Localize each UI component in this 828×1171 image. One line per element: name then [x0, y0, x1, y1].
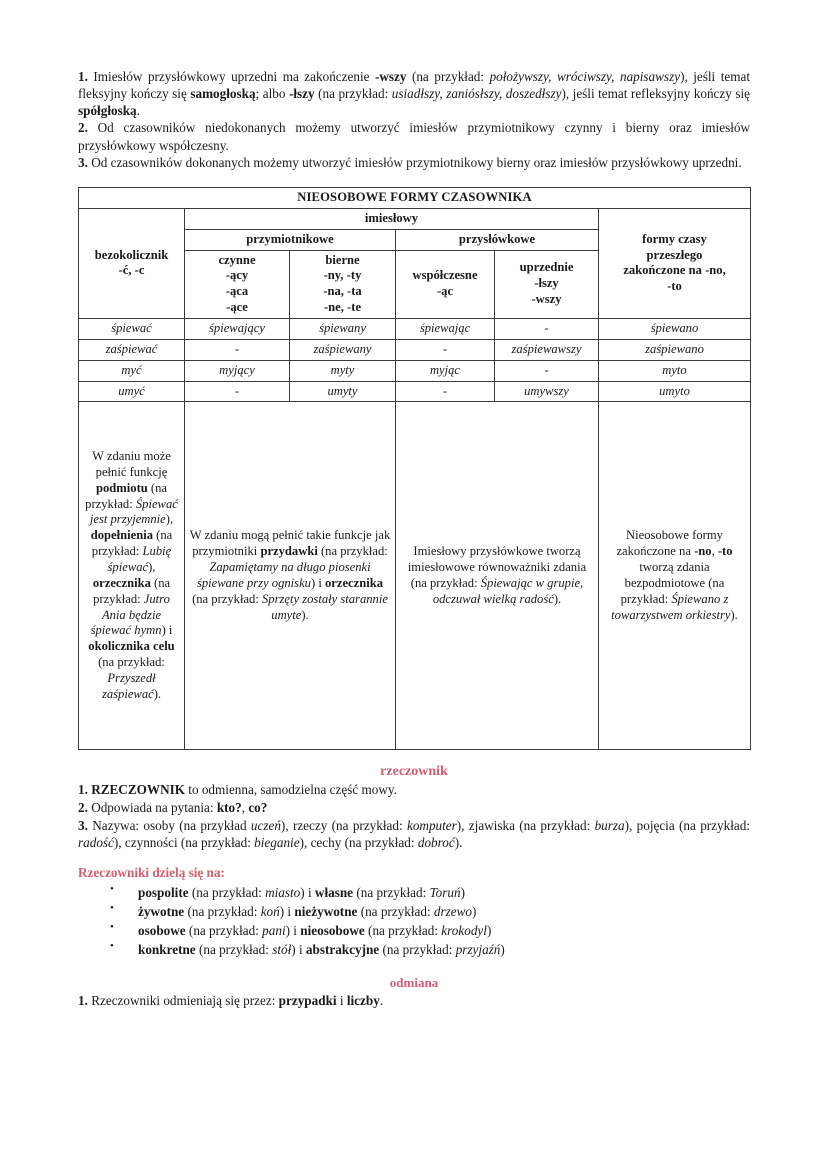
rzeczownik-item-1: [78, 781, 750, 799]
list-item-text: osobowe (na przykład: pani) i nieosobowe (na przykład: krokodyl): [138, 923, 492, 939]
odmiana-heading: odmiana: [389, 975, 439, 991]
ending: -ne, -te: [323, 300, 362, 315]
intro-number: 2.: [78, 120, 88, 136]
ending: -na, -ta: [323, 284, 362, 299]
table-row: [79, 318, 751, 339]
item-number: 2.: [78, 800, 88, 816]
ending: -ąc: [436, 284, 454, 299]
desc-przymiotnikowe: W zdaniu mogą pełnić takie funkcje jak przymiotniki przydawki (na przykład: Zapamiętamy na długo piosenki śpiewane przy ognisku) i orzecznika (na przykład: Sprzęty zostały starannie umyte).: [185, 402, 396, 750]
cell-value: myty: [290, 360, 396, 381]
desc-przyslowkowe: Imiesłowy przysłówkowe tworzą imiesłowowe równoważniki zdania (na przykład: Śpiewając w grupie, odczuwał wielką radość).: [396, 402, 599, 750]
cell-value: myć: [79, 360, 185, 381]
list-item: [78, 902, 750, 921]
bullet-icon: •: [110, 883, 114, 896]
item-runs: RZECZOWNIK to odmienna, samodzielna część mowy.: [91, 782, 397, 798]
header-uprzednie: [495, 250, 599, 318]
bullet-icon: •: [110, 902, 114, 915]
intro-runs: Od czasowników dokonanych możemy utworzyć imiesłów przymiotnikowy bierny oraz imiesłów przysłówkowy uprzedni.: [87, 154, 742, 170]
cell-value: umyty: [290, 381, 396, 402]
ending: -ny, -ty: [323, 268, 362, 283]
intro-number: 3.: [78, 154, 88, 170]
header-czynne-label: czynne: [218, 252, 256, 267]
cell-value: myjąc: [396, 360, 495, 381]
ending: -łszy: [534, 276, 559, 291]
nieosobowe-formy-table: [78, 187, 751, 750]
odmiana-paragraphs: [78, 992, 750, 1010]
header-wspolczesne-label: współczesne: [412, 268, 478, 283]
header-formy-line3: zakończone na -no,: [623, 263, 726, 278]
cell-value: umywszy: [495, 381, 599, 402]
intro-paragraphs: [78, 68, 750, 171]
desc-formy-no-to: Nieosobowe formy zakończone na -no, -to tworzą zdania bezpodmiotowe (na przykład: Śpiewano z towarzystwem orkiestry).: [599, 402, 751, 750]
cell-value: myto: [599, 360, 751, 381]
table-title: NIEOSOBOWE FORMY CZASOWNIKA: [79, 187, 751, 208]
header-bierne: [290, 250, 396, 318]
table-header-row-1: [79, 208, 751, 229]
header-bierne-label: bierne: [325, 252, 360, 267]
item-number: 1.: [78, 782, 88, 798]
desc-bezokolicznik: W zdaniu może pełnić funkcję podmiotu (na przykład: Śpiewać jest przyjemnie), dopełnienia (na przykład: Lubię śpiewać), orzecznika (na przykład: Jutro Ania będzie śpiewać hymn) i okolicznika celu (na przykład: Przyszedł zaśpiewać).: [79, 402, 185, 750]
rzeczownik-paragraphs: [78, 781, 750, 852]
intro-item-2: [78, 119, 750, 153]
item-number: 1.: [78, 993, 88, 1009]
rzeczowniki-dziela-sie-heading: Rzeczowniki dzielą się na:: [78, 865, 225, 881]
document-page: [78, 68, 750, 1010]
item-runs: Nazywa: osoby (na przykład uczeń), rzeczy (na przykład: komputer), zjawiska (na przykład: burza), pojęcia (na przykład: radość), czynności (na przykład: bieganie), cechy (na przykład: dobroć).: [78, 817, 750, 851]
rzeczownik-heading: rzeczownik: [380, 764, 448, 780]
ending: -ący: [225, 268, 249, 283]
cell-value: śpiewać: [79, 318, 185, 339]
header-przymiotnikowe: przymiotnikowe: [185, 229, 396, 250]
header-formy-line2: przeszłego: [646, 247, 703, 262]
header-bezokolicznik-endings: -ć, -c: [118, 263, 145, 278]
header-bezokolicznik-label: bezokolicznik: [94, 247, 169, 262]
table-title-row: [79, 187, 751, 208]
header-przyslowkowe: przysłówkowe: [396, 229, 599, 250]
cell-value: myjący: [185, 360, 290, 381]
header-imieslowy: imiesłowy: [185, 208, 599, 229]
ending: -wszy: [531, 292, 562, 307]
ending: -ące: [226, 300, 248, 315]
list-item-text: konkretne (na przykład: stół) i abstrakcyjne (na przykład: przyjaźń): [138, 942, 505, 958]
header-formy-line1: formy czasy: [642, 231, 707, 246]
cell-value: zaśpiewany: [290, 339, 396, 360]
cell-value: zaśpiewawszy: [495, 339, 599, 360]
cell-value: zaśpiewać: [79, 339, 185, 360]
cell-value: śpiewano: [599, 318, 751, 339]
cell-value: -: [396, 381, 495, 402]
header-czynne: [185, 250, 290, 318]
cell-value: -: [185, 339, 290, 360]
intro-runs: Imiesłów przysłówkowy uprzedni ma zakończenie -wszy (na przykład: położywszy, wróciwszy, napisawszy), jeśli temat fleksyjny kończy się samogłoską; albo -łszy (na przykład: usiadłszy, zaniósłszy, doszedłszy), jeśli temat refleksyjny kończy się spółgłoską.: [78, 69, 751, 119]
intro-number: 1.: [78, 69, 88, 84]
list-item: [78, 921, 750, 940]
table-row: [79, 339, 751, 360]
header-bezokolicznik: [79, 208, 185, 318]
ending: -ąca: [225, 284, 249, 299]
cell-value: śpiewany: [290, 318, 396, 339]
intro-item-3: [78, 154, 750, 171]
bullet-icon: •: [110, 940, 114, 953]
list-item: [78, 883, 750, 902]
table-row: [79, 381, 751, 402]
cell-value: -: [396, 339, 495, 360]
cell-value: -: [185, 381, 290, 402]
cell-value: umyć: [79, 381, 185, 402]
cell-value: śpiewający: [185, 318, 290, 339]
bullet-icon: •: [110, 921, 114, 934]
item-number: 3.: [78, 817, 88, 833]
cell-value: -: [495, 318, 599, 339]
list-item-text: pospolite (na przykład: miasto) i własne (na przykład: Toruń): [138, 885, 466, 901]
odmiana-item-1: [78, 992, 750, 1010]
cell-value: śpiewając: [396, 318, 495, 339]
list-item: [78, 940, 750, 959]
header-uprzednie-label: uprzednie: [519, 260, 574, 275]
header-formy-line4: -to: [667, 279, 682, 294]
rzeczownik-categories-list: [78, 883, 750, 959]
item-runs: Odpowiada na pytania: kto?, co?: [87, 800, 268, 816]
cell-value: zaśpiewano: [599, 339, 751, 360]
intro-runs: Od czasowników niedokonanych możemy utworzyć imiesłów przymiotnikowy czynny i bierny oraz imiesłów przysłówkowy współczesny.: [78, 120, 750, 153]
intro-item-1: [78, 68, 750, 119]
table-description-row: [79, 402, 751, 750]
item-runs: Rzeczowniki odmieniają się przez: przypadki i liczby.: [87, 993, 384, 1009]
cell-value: -: [495, 360, 599, 381]
header-formy-czasu-przeszlego: [599, 208, 751, 318]
list-item-text: żywotne (na przykład: koń) i nieżywotne (na przykład: drzewo): [138, 904, 477, 920]
table-row: [79, 360, 751, 381]
cell-value: umyto: [599, 381, 751, 402]
rzeczownik-item-2: [78, 799, 750, 817]
header-wspolczesne: [396, 250, 495, 318]
rzeczownik-item-3: [78, 817, 750, 852]
